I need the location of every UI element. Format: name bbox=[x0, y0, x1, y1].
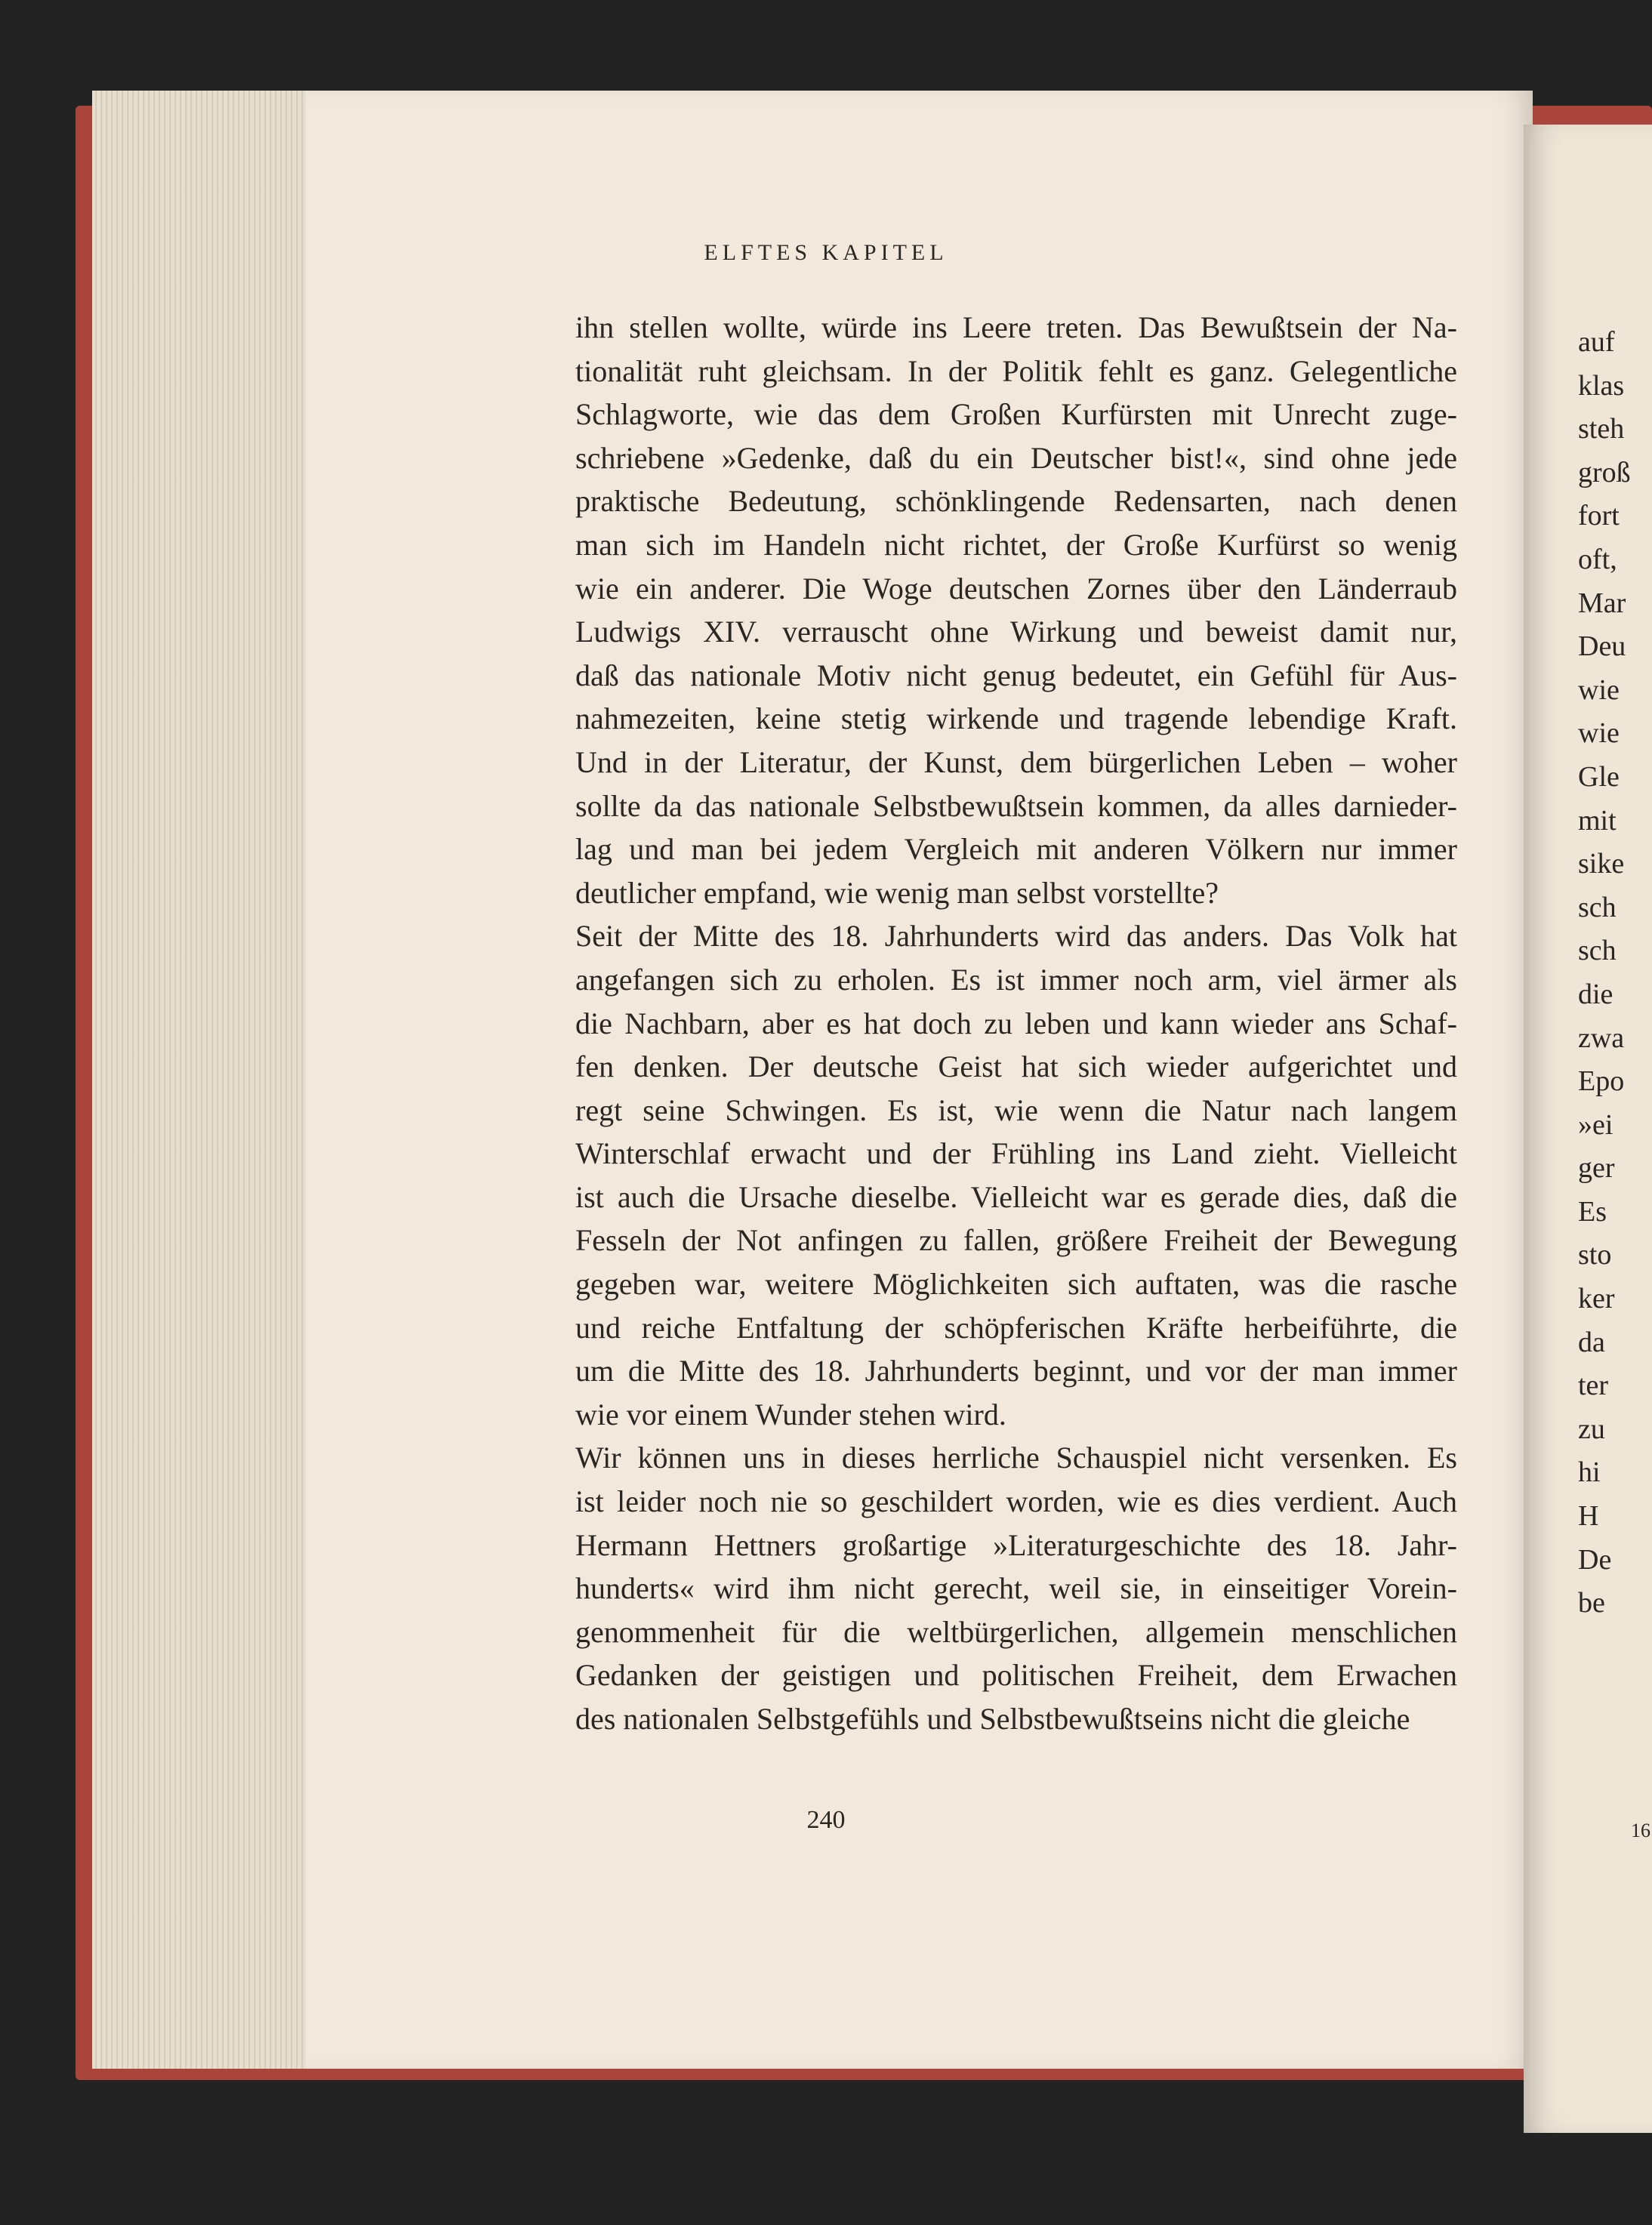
right-page-fragment: be bbox=[1578, 1587, 1605, 1619]
text-line: ist leider noch nie so geschildert worden, wie es dies verdient. Auch bbox=[575, 1484, 1457, 1519]
text-line: Winterschlaf erwacht und der Frühling ins Land zieht. Vielleicht bbox=[575, 1136, 1457, 1171]
text-line: sollte da das nationale Selbstbewußtsein kommen, da alles darnieder- bbox=[575, 788, 1457, 823]
right-page-fragment: wie bbox=[1578, 673, 1620, 706]
page-number: 240 bbox=[806, 1806, 846, 1834]
text-line: lag und man bei jedem Vergleich mit anderen Völkern nur immer bbox=[575, 832, 1457, 867]
right-page-fragment: Deu bbox=[1578, 630, 1626, 663]
text-line: tionalität ruht gleichsam. In der Politik fehlt es ganz. Gelegentliche bbox=[575, 353, 1457, 388]
text-line: Schlagworte, wie das dem Großen Kurfürsten mit Unrecht zuge- bbox=[575, 397, 1457, 432]
text-line: des nationalen Selbstgefühls und Selbstbewußtseins nicht die gleiche bbox=[575, 1702, 1410, 1736]
right-page-fragment: groß bbox=[1578, 456, 1631, 488]
right-page-fragment: ger bbox=[1578, 1152, 1615, 1185]
text-line: ihn stellen wollte, würde ins Leere treten. Das Bewußtsein der Na- bbox=[575, 310, 1457, 344]
text-line: wie vor einem Wunder stehen wird. bbox=[575, 1397, 1006, 1431]
right-page-fragment: auf bbox=[1578, 326, 1615, 358]
right-page-fragment: steh bbox=[1578, 413, 1625, 445]
text-line: regt seine Schwingen. Es ist, wie wenn die Natur nach langem bbox=[575, 1092, 1457, 1127]
right-page-fragment: oft, bbox=[1578, 543, 1617, 575]
text-line: fen denken. Der deutsche Geist hat sich wieder aufgerichtet und bbox=[575, 1049, 1457, 1084]
text-line: deutlicher empfand, wie wenig man selbst vorstellte? bbox=[575, 875, 1219, 910]
right-page-fragment: sch bbox=[1578, 935, 1617, 967]
text-line: Ludwigs XIV. verrauscht ohne Wirkung und beweist damit nur, bbox=[575, 615, 1457, 649]
body-text bbox=[575, 306, 1457, 1741]
text-line: Seit der Mitte des 18. Jahrhunderts wird das anders. Das Volk hat bbox=[575, 919, 1457, 954]
right-page-fragment: zwa bbox=[1578, 1022, 1625, 1054]
text-line: Und in der Literatur, der Kunst, dem bürgerlichen Leben – woher bbox=[575, 744, 1457, 779]
text-line: und reiche Entfaltung der schöpferischen Kräfte herbeiführte, die bbox=[575, 1310, 1457, 1345]
text-line: Fesseln der Not anfingen zu fallen, größere Freiheit der Bewegung bbox=[575, 1223, 1457, 1258]
text-line: genommenheit für die weltbürgerlichen, allgemein menschlichen bbox=[575, 1614, 1457, 1649]
text-line: Wir können uns in dieses herrliche Schauspiel nicht versenken. Es bbox=[575, 1441, 1457, 1475]
text-line: angefangen sich zu erholen. Es ist immer noch arm, viel ärmer als bbox=[575, 962, 1457, 997]
right-page-fragment: zu bbox=[1578, 1413, 1605, 1445]
right-page-fragment: Gle bbox=[1578, 760, 1620, 793]
text-line: daß das nationale Motiv nicht genug bedeutet, ein Gefühl für Aus- bbox=[575, 658, 1457, 692]
right-page-fragment: fort bbox=[1578, 500, 1620, 532]
running-head: ELFTES KAPITEL bbox=[704, 240, 948, 265]
right-page-fragment: sto bbox=[1578, 1239, 1612, 1271]
text-line: um die Mitte des 18. Jahrhunderts beginnt, und vor der man immer bbox=[575, 1354, 1457, 1388]
right-page-fragment: De bbox=[1578, 1543, 1612, 1576]
right-page-fragment: hi bbox=[1578, 1456, 1601, 1489]
right-page-fragment: sch bbox=[1578, 891, 1617, 923]
right-page-fragment: mit bbox=[1578, 804, 1617, 837]
right-page-fragment: ker bbox=[1578, 1283, 1615, 1315]
right-page-fragment: klas bbox=[1578, 369, 1625, 402]
right-page-fragment: Epo bbox=[1578, 1065, 1625, 1098]
right-page-fragment: sike bbox=[1578, 848, 1625, 880]
page-edges bbox=[92, 91, 319, 2069]
right-page-fragment: die bbox=[1578, 978, 1613, 1010]
right-page-text-fragments bbox=[1578, 321, 1652, 1626]
text-line: nahmezeiten, keine stetig wirkende und tragende lebendige Kraft. bbox=[575, 701, 1457, 736]
text-line: ist auch die Ursache dieselbe. Vielleicht war es gerade dies, daß die bbox=[575, 1179, 1457, 1214]
text-line: gegeben war, weitere Möglichkeiten sich auftaten, was die rasche bbox=[575, 1267, 1457, 1302]
right-page-fragment: H bbox=[1578, 1500, 1599, 1533]
right-page-fragment: wie bbox=[1578, 717, 1620, 750]
text-line: die Nachbarn, aber es hat doch zu leben und kann wieder ans Schaf- bbox=[575, 1006, 1457, 1040]
text-line: Gedanken der geistigen und politischen Freiheit, dem Erwachen bbox=[575, 1658, 1457, 1693]
text-line: wie ein anderer. Die Woge deutschen Zornes über den Länderraub bbox=[575, 571, 1457, 606]
right-page-fragment: Es bbox=[1578, 1195, 1607, 1228]
right-page-fragment: ter bbox=[1578, 1370, 1609, 1402]
text-line: man sich im Handeln nicht richtet, der Große Kurfürst so wenig bbox=[575, 527, 1457, 562]
right-page-fragment: Mar bbox=[1578, 587, 1626, 619]
right-page-fragment: »ei bbox=[1578, 1108, 1613, 1141]
text-line: praktische Bedeutung, schönklingende Redensarten, nach denen bbox=[575, 484, 1457, 519]
text-line: schriebene »Gedenke, daß du ein Deutscher bist!«, sind ohne jede bbox=[575, 440, 1457, 475]
right-page-fragment: da bbox=[1578, 1326, 1605, 1358]
text-line: Hermann Hettners großartige »Literaturgeschichte des 18. Jahr- bbox=[575, 1527, 1457, 1562]
text-line: hunderts« wird ihm nicht gerecht, weil sie, in einseitiger Vorein- bbox=[575, 1571, 1457, 1606]
right-page-number: 16 bbox=[1631, 1820, 1650, 1841]
